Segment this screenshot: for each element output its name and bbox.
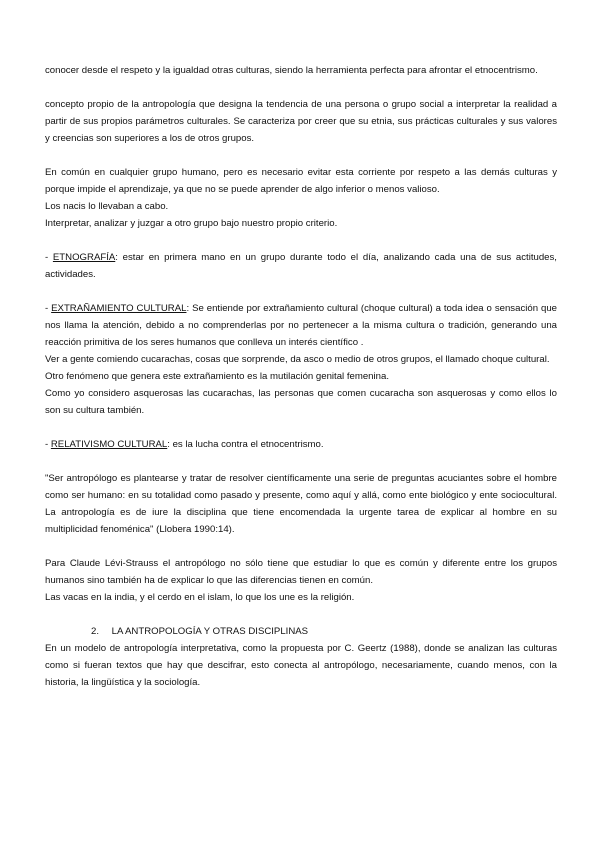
section-title: LA ANTROPOLOGÍA Y OTRAS DISCIPLINAS [111,626,309,637]
paragraph-intro: conocer desde el respeto y la igualdad otras culturas, siendo la herramienta perfecta para afrontar el etnocentrismo. [45,65,538,76]
section-heading [45,623,557,640]
section-number: 2. [91,626,100,637]
paragraph-cucarachas: Ver a gente comiendo cucarachas, cosas que sorprende, da asco o medio de otros grupos, el llamado choque cultural. [45,354,550,365]
paragraph-asquerosas: Como yo considero asquerosas las cucarachas, las personas que comen cucaracha son asquerosas y como ellos lo son su cultura también. [45,388,557,416]
bullet-dash: - [45,303,52,314]
paragraph-levi-strauss: Para Claude Lévi-Strauss el antropólogo no sólo tiene que estudiar lo que es común y diferente entre los grupos humanos sino también ha de explicar lo que las diferencias tienen en común. [45,558,557,586]
definition-extranamiento: : Se entiende por extrañamiento cultural (choque cultural) a toda idea o sensación que nos llama la atención, debido a no comprenderlas por no pertenecer a la misma cultura o tradición, generando una reacción primitiva de los seres humanos que conlleva un interés científico . [45,303,557,348]
paragraph-vacas: Las vacas en la india, y el cerdo en el islam, lo que los une es la religión. [45,592,355,603]
term-extranamiento-cultural: EXTRAÑAMIENTO CULTURAL [51,303,187,314]
paragraph-etnografia [45,249,557,283]
bullet-dash: - [45,439,51,450]
paragraph-relativismo [45,436,557,453]
paragraph-geertz: En un modelo de antropología interpretativa, como la propuesta por C. Geertz (1988), donde se analizan las culturas como si fueran textos que hay que descifrar, esto conecta al antropólogo, necesariamente, cuando menos, con la historia, la lingüística y la sociología. [45,643,557,688]
term-relativismo-cultural: RELATIVISMO CULTURAL [50,439,168,450]
term-etnografia: ETNOGRAFÍA [52,252,116,263]
document-page [45,62,557,691]
paragraph-extranamiento [45,300,557,351]
paragraph-etnocentrismo-definition: concepto propio de la antropología que designa la tendencia de una persona o grupo social a interpretar la realidad a partir de sus propios parámetros culturales. Se caracteriza por creer que su etnia, sus prácticas culturales y sus valores y creencias son superiores a los de otros grupos. [45,99,557,144]
paragraph-common: En común en cualquier grupo humano, pero es necesario evitar esta corriente por respeto a las demás culturas y porque impide el aprendizaje, ya que no se puede aprender de algo inferior o menos valioso. [45,167,557,195]
definition-etnografia: : estar en primera mano en un grupo durante todo el día, analizando cada una de sus actitudes, actividades. [45,252,557,280]
paragraph-nacis: Los nacis lo llevaban a cabo. [45,201,169,212]
paragraph-mutilacion: Otro fenómeno que genera este extrañamiento es la mutilación genital femenina. [45,371,389,382]
bullet-dash: - [45,252,53,263]
definition-relativismo: : es la lucha contra el etnocentrismo. [167,439,324,450]
paragraph-quote-llobera: "Ser antropólogo es plantearse y tratar de resolver científicamente una serie de preguntas acuciantes sobre el hombre como ser humano: en su totalidad como pasado y presente, como aquí y allá, como ente biológico y ente sociocultural. La antropología es de iure la disciplina que tiene encomendada la urgente tarea de explicar al hombre en su multiplicidad fenoménica" (Llobera 1990:14). [45,473,557,535]
paragraph-interpretar: Interpretar, analizar y juzgar a otro grupo bajo nuestro propio criterio. [45,218,338,229]
